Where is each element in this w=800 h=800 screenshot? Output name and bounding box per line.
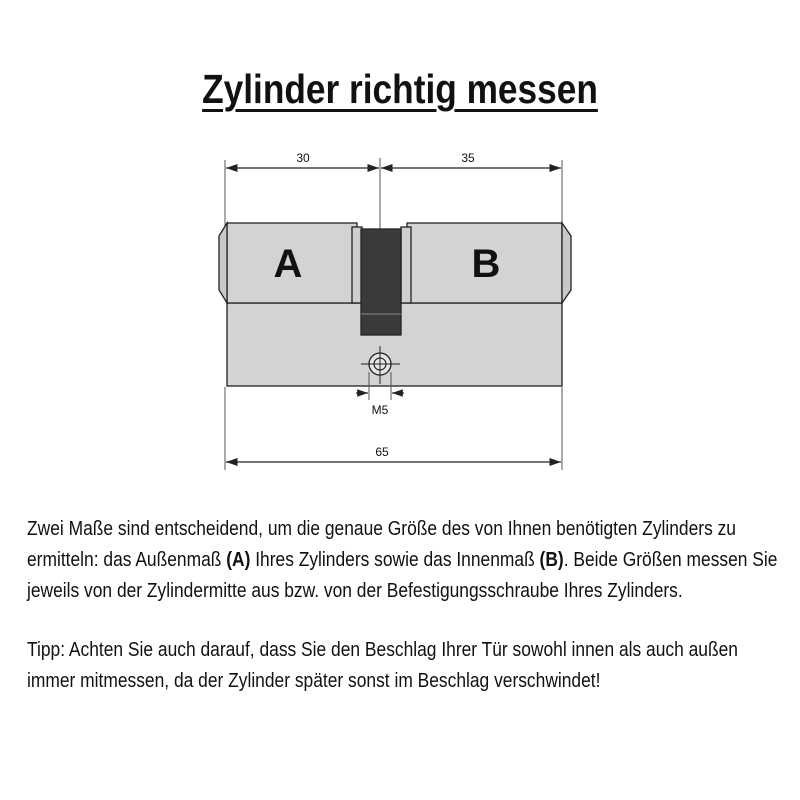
dim-label-total: 65: [375, 445, 389, 459]
label-a: A: [273, 242, 303, 286]
tip-paragraph: Tipp: Achten Sie auch darauf, dass Sie den Beschlag Ihrer Tür sowohl innen als auch außen immer mitmessen, da der Zylinder später sonst im Beschlag verschwindet!: [27, 639, 738, 692]
cylinder-body: [219, 223, 571, 386]
dim-label-screw: M5: [371, 403, 389, 417]
page-title: Zylinder richtig messen: [202, 66, 598, 112]
description-text: [27, 514, 786, 697]
cam: [361, 229, 401, 335]
description-paragraph: Zwei Maße sind entscheidend, um die genaue Größe des von Ihnen benötigten Zylinders zu ermitteln: das Außenmaß (A) Ihres Zylinders sowie das Innenmaß (B). Beide Größen messen Sie jeweils von der Zylindermitte aus bzw. von der Befestigungsschraube Ihres Zylinders.: [27, 518, 778, 602]
dim-label-a: 30: [296, 151, 310, 165]
dim-label-b: 35: [461, 151, 475, 165]
label-b: B: [471, 242, 501, 286]
